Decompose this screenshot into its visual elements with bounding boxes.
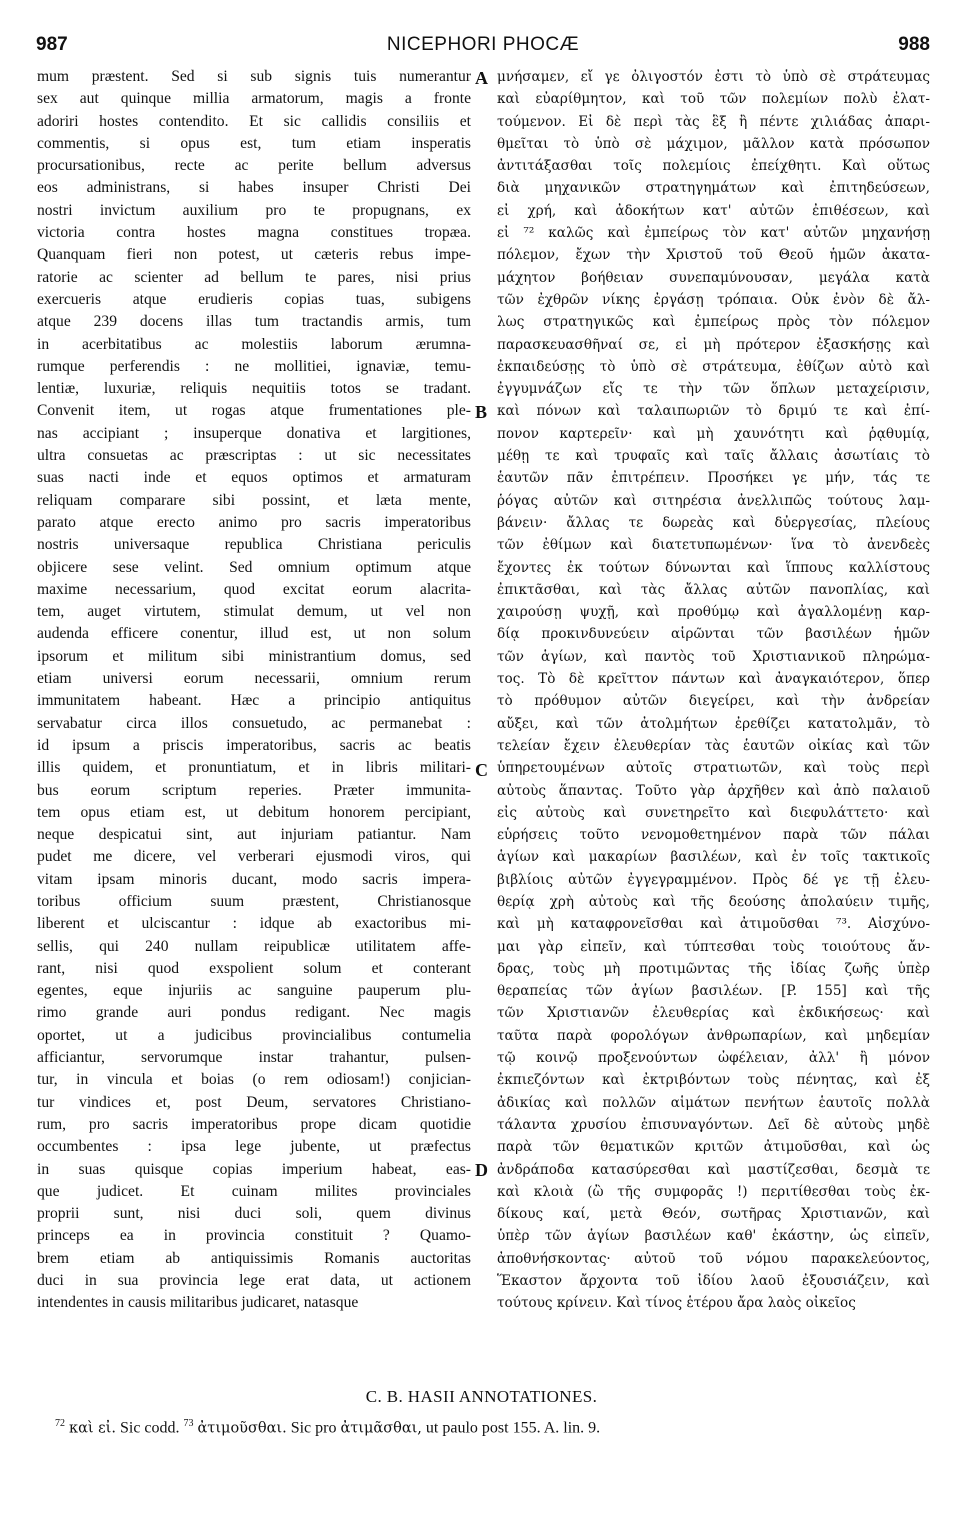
latin-text-line: procursationibus, recte ac perite bellum adversus bbox=[37, 157, 471, 175]
greek-text-line: μέθῃ τε καὶ τρυφαῖς καὶ ταῖς ἄλλαις ἀσωτίαις τὸ bbox=[497, 448, 930, 465]
latin-text-line: que judicet. Et cuinam milites provinciales bbox=[37, 1182, 471, 1200]
latin-text-line: bus eorum scriptum reperies. Præter immunita- bbox=[37, 781, 471, 799]
latin-text-line: ratorie ac scienter ad bellum te pares, nisi prius bbox=[37, 268, 471, 286]
latin-text-line: duci in sua provincia lege erat data, ut actionem bbox=[37, 1272, 471, 1290]
greek-text-line: Ἕκαστον ἄρχοντα τοῦ ἰδίου λαοῦ ἐξουσιάζειν, καὶ bbox=[497, 1273, 930, 1290]
greek-text-line: ἐγγυμνάζων εἴς τε τὴν τῶν ὅπλων μεταχείρισιν, bbox=[497, 381, 930, 398]
latin-text-line: servabatur circa illos consuetudo, ac permanebat : bbox=[37, 714, 471, 732]
margin-marker-a: A bbox=[475, 68, 488, 88]
greek-text-line: ἀντιτάξασθαι τοῖς πολεμίοις ἐπείχθητι. Καὶ οὕτως bbox=[497, 158, 930, 175]
greek-text-line: θεραπείας τῶν ἁγίων βασιλέων. [P. 155] καὶ τῆς bbox=[497, 983, 930, 1000]
latin-text-line: illis quidem, et pronuntiatum, et in libris militari- bbox=[37, 759, 471, 777]
latin-text-line: rant, nisi quod exspolient solum et conterant bbox=[37, 959, 471, 977]
greek-text-line: θμεῖται τὸ ὑπὸ σὲ μάχιμον, μᾶλλον κατὰ πρόσωπον bbox=[497, 135, 930, 152]
latin-column bbox=[37, 66, 471, 1315]
latin-text-line: reliquam comparare sibi possint, et læta mente, bbox=[37, 491, 471, 509]
greek-text-line: ῥόγας αὐτῶν καὶ σιτηρέσια ἀνελλιπῶς τούτους λαμ- bbox=[497, 492, 930, 509]
latin-text-line: id ipsum a priscis imperatoribus, sacris ac beatis bbox=[37, 736, 471, 754]
greek-column bbox=[497, 66, 930, 1315]
annotation-notes bbox=[55, 1418, 935, 1437]
greek-text-line: χαιρούσῃ ψυχῇ, καὶ προθύμῳ καὶ ἀγαλλομένῃ καρ- bbox=[497, 604, 930, 621]
latin-text-line: egentes, eque injuriis ac sanguine pauperum plu- bbox=[37, 982, 471, 1000]
greek-text-line: εὑρήσεις τοῦτο νενομοθετημένον παρὰ τῶν πάλαι bbox=[497, 827, 930, 844]
greek-text-line: ἐκπιεζόντων καὶ ἐκτριβόντων τοὺς πένητας, καὶ ἐξ bbox=[497, 1072, 930, 1089]
note-73-text-1: Sic pro bbox=[290, 1419, 337, 1437]
latin-text-line: adoriri hostes contendito. Et sic callidis consiliis et bbox=[37, 112, 471, 130]
latin-text-line: lentiæ, luxuriæ, reliquis nequitiis totos se tradant. bbox=[37, 380, 471, 398]
latin-text-line: Quanquam fieri non potest, ut cæteris rebus impe- bbox=[37, 246, 471, 264]
greek-text-line: πονον καρτερεῖν· καὶ μὴ χαυνότητι καὶ ῥᾳθυμίᾳ, bbox=[497, 425, 930, 442]
latin-text-line: neque despicatui sint, aut injuriam patiantur. Nam bbox=[37, 826, 471, 844]
latin-text-line: vitam ipsam minoris ducant, modo sacris impera- bbox=[37, 870, 471, 888]
latin-text-line: rumque perferendis : ne mollitiei, ignaviæ, temu- bbox=[37, 357, 471, 375]
greek-text-line: τούμενον. Εἰ δὲ περὶ τὰς ἓξ ἢ πέντε χιλιάδας ἀπαρι- bbox=[497, 113, 930, 130]
latin-text-line: etiam universi eorum necessarii, omnium rerum bbox=[37, 670, 471, 688]
greek-text-line: ἐπικτᾶσθαι, καὶ τὰς ἄλλας αὐτῶν πανοπλίας, καὶ bbox=[497, 581, 930, 598]
latin-text-line: eos administrans, si habes insuper Christi Dei bbox=[37, 179, 471, 197]
greek-text-line: μάχητον βοήθειαν συνεπαμύνουσαν, μεγάλα κατὰ bbox=[497, 269, 930, 286]
annotations-title: C. B. HASII ANNOTATIONES. bbox=[365, 1387, 598, 1406]
greek-text-line: διὰ μηχανικῶν στρατηγημάτων καὶ ἐπιτηδεύσεων, bbox=[497, 180, 930, 197]
latin-text-line: occumbentes : ipsa lege jubente, ut præfectus bbox=[37, 1138, 471, 1156]
latin-text-line: ipsorum et militum sibi ministrantium domus, sed bbox=[37, 647, 471, 665]
page-number-left: 987 bbox=[36, 34, 68, 55]
greek-text-line: τῶν ἐθίμων καὶ διατετυπωμένων· ἵνα τὸ ἀνενδεὲς bbox=[497, 537, 930, 554]
greek-text-line: ἑαυτῶν πᾶν ἐπιτρέπειν. Προσήκει γε μήν, τάς τε bbox=[497, 470, 930, 487]
greek-text-line: καὶ εὐαρίθμητον, καὶ τοῦ τῶν πολεμίων πολὺ ἐλατ- bbox=[497, 91, 930, 108]
greek-text-line: αὔξει, καὶ τῶν ἀτολμήτων ἐρεθίζει κατατολμᾶν, τὸ bbox=[497, 715, 930, 732]
greek-text-line: ὑπὲρ τῶν ἁγίων βασιλέων καθ' ἑκάστην, ὡς εἰπεῖν, bbox=[497, 1228, 930, 1245]
latin-text-line: immunitatem habeant. Hæc a principio antiquitus bbox=[37, 692, 471, 710]
latin-text-line: maxime necessarium, quod excitat eorum alacrita- bbox=[37, 580, 471, 598]
latin-text-line: nostris universaque republica Christiana periculis bbox=[37, 536, 471, 554]
note-72-greek: καὶ εἰ. bbox=[69, 1420, 116, 1437]
greek-text-line: βιβλίοις αὐτῶν ἐγγεγραμμένον. Πρὸς δέ γε τῇ ἐλευ- bbox=[497, 871, 930, 888]
greek-text-line: ἀνδράποδα κατασύρεσθαι καὶ μαστίζεσθαι, δεσμὰ τε bbox=[497, 1161, 930, 1178]
note-73-text-2: ut paulo post 155. A. lin. 9. bbox=[425, 1419, 601, 1437]
greek-text-line: μνήσαμεν, εἴ γε ὀλιγοστόν ἐστι τὸ ὑπὸ σὲ στράτευμας bbox=[497, 69, 930, 85]
latin-text-line: intendentes in causis militaribus judicaret, natasque bbox=[37, 1294, 359, 1312]
page-number-right: 988 bbox=[898, 34, 930, 55]
greek-text-line: τῶν ἁγίων, καὶ παντὸς τοῦ Χριστιανικοῦ πληρώμα- bbox=[497, 648, 930, 665]
latin-text-line: atque 239 docens illas tum tractandis armis, tum bbox=[37, 313, 471, 331]
latin-text-line: parato atque erecto animo pro sacris imperatoribus bbox=[37, 513, 471, 531]
latin-text-line: rum, pro sacris imperatoribus prope dicam quotidie bbox=[37, 1115, 471, 1133]
note-73-number: 73 bbox=[183, 1418, 194, 1429]
latin-text-line: princeps ea in provincia constituit ? Quamo- bbox=[37, 1227, 471, 1245]
greek-text-line: εἰ ⁷² καλῶς καὶ ἐμπείρως τὸν κατ' αὐτῶν μηχανήσῃ bbox=[497, 225, 930, 242]
latin-text-line: oportet, ut a judicibus provincialibus contumelia bbox=[37, 1026, 471, 1044]
greek-text-line: ἀδικίας καὶ πολλῶν αἱμάτων πενήτων ἑαυτοῖς πολλὰ bbox=[497, 1094, 930, 1111]
greek-text-line: ἐκπαιδεύσῃς τὸ ὑπὸ σὲ στράτευμα, ἐθίζων αὐτὸ καὶ bbox=[497, 358, 930, 375]
latin-text-line: tem opus etiam est, ut debitum honorem percipiant, bbox=[37, 803, 471, 821]
greek-text-line: καὶ μὴ καταφρονεῖσθαι καὶ ἀτιμοῦσθαι ⁷³. Αἰσχύνο- bbox=[497, 916, 930, 933]
latin-text-line: nostri invictum auxilium pro te propugnans, ex bbox=[37, 201, 471, 219]
latin-text-line: toribus officium suum præstent, Christianosque bbox=[37, 892, 471, 910]
greek-text-line: δίᾳ προκινδυνεύειν αἱρῶνται τῶν βασιλέων ἡμῶν bbox=[497, 626, 930, 643]
greek-text-line: θερίᾳ χρὴ αὐτοὺς καὶ τῆς δεούσης ἀπολαύειν τιμῆς, bbox=[497, 893, 930, 910]
latin-text-line: ultra consuetas ac præscriptas : ut sic necessitates bbox=[37, 447, 471, 465]
greek-text-line: τῶν Χριστιανῶν ἐλευθερίας καὶ ἐκδικήσεως· καὶ bbox=[497, 1005, 930, 1022]
latin-text-line: audenda efficere conentur, illud est, ut non solum bbox=[37, 625, 471, 643]
greek-text-line: τούτους κρίνειν. Καὶ τίνος ἑτέρου ἄρα λαὸς οἰκεῖος bbox=[497, 1295, 856, 1312]
latin-text-line: in suas quisque copias imperium habeat, eas- bbox=[37, 1160, 471, 1178]
greek-text-line: καὶ πόνων καὶ ταλαιπωριῶν τὸ δριμύ τε καὶ ἐπί- bbox=[497, 403, 930, 420]
greek-text-line: εἰς αὐτοὺς καὶ συνετηρεῖτο καὶ διεφυλάττετο· καὶ bbox=[497, 804, 930, 821]
greek-text-line: ὑπηρετουμένων αὐτοῖς στρατιωτῶν, καὶ τοὺς περὶ bbox=[497, 760, 930, 777]
latin-text-line: suas nacti inde et equos optimos et armaturam bbox=[37, 469, 471, 487]
margin-marker-b: B bbox=[475, 402, 488, 422]
greek-text-line: ἁγίων καὶ μακαρίων βασιλέων, καὶ ἐν τοῖς τακτικοῖς bbox=[497, 849, 930, 866]
greek-text-line: δρας, τοὺς μὴ προτιμῶντας τῆς ἰδίας ζωῆς ὑπὲρ bbox=[497, 960, 930, 977]
running-title: NICEPHORI PHOCÆ bbox=[386, 34, 580, 55]
greek-text-line: τελείαν ἔχειν ἐλευθερίαν τὰς ἑαυτῶν οἰκίας καὶ τῶν bbox=[497, 737, 930, 754]
greek-text-line: ἀποθνήσκοντας· αὐτοῦ τοῦ νόμου παρακελεύοντος, bbox=[497, 1250, 930, 1267]
note-72-text: Sic codd. bbox=[119, 1419, 180, 1437]
greek-text-line: ταῦτα παρὰ φορολόγων ἀνθρωπαρίων, καὶ μηδεμίαν bbox=[497, 1027, 930, 1044]
latin-text-line: commentis, si opus est, tum etiam insperatis bbox=[37, 134, 471, 152]
greek-text-line: τος. Τὸ δὲ κρεῖττον πάντων καὶ ἀναγκαιότερον, ὅπερ bbox=[497, 671, 930, 688]
greek-text-line: πόλεμον, ἔχων τὴν Χριστοῦ τοῦ Θεοῦ ἡμῶν ἀκατα- bbox=[497, 247, 930, 264]
latin-text-line: Convenit item, ut rogas atque frumentationes ple- bbox=[37, 402, 471, 420]
greek-text-line: τάλαντα χρυσίου ἐπισυναγόντων. Δεῖ δὲ αὐτοὺς μηδὲ bbox=[497, 1116, 930, 1133]
latin-text-line: liberent et ulciscantur : idque ab exactoribus mi- bbox=[37, 915, 471, 933]
greek-text-line: βάνειν· ἄλλας τε δωρεὰς καὶ δὐεργεσίας, πλείους bbox=[497, 514, 930, 531]
greek-text-line: παρασκευασθῆναί σε, εἰ μὴ πρότερον ἐξασκήσῃς καὶ bbox=[497, 336, 930, 353]
greek-text-line: τῶν ἐχθρῶν νίκης ἐργάσῃ τρόπαια. Οὐκ ἐνὸν δὲ ἄλ- bbox=[497, 291, 930, 308]
margin-marker-d: D bbox=[475, 1160, 488, 1180]
latin-text-line: objicere sese velint. Sed omnium optimum atque bbox=[37, 558, 471, 576]
latin-text-line: afficiantur, servorumque instar trahantur, pulsen- bbox=[37, 1049, 471, 1067]
greek-text-line: αὐτοὺς ἅπαντας. Τοῦτο γὰρ ἀρχῆθεν καὶ ἀπὸ παλαιοῦ bbox=[497, 782, 930, 799]
latin-text-line: tur, in vincula et boias (o rem odiosam!) conjician- bbox=[37, 1071, 471, 1089]
greek-text-line: τὸ πρόθυμον αὐτῶν διεγείρει, καὶ τὴν ἀνδρείαν bbox=[497, 693, 930, 710]
latin-text-line: sex aut quinque millia armatorum, magis a fronte bbox=[37, 90, 471, 108]
greek-text-line: τῷ κοινῷ προξενούντων ὠφέλειαν, ἀλλ' ἢ μόνον bbox=[497, 1050, 930, 1067]
latin-text-line: pudet me dicere, vel verberari ejusmodi viros, qui bbox=[37, 848, 471, 866]
greek-text-line: καὶ κλοιὰ (ὢ τῆς συμφορᾶς !) περιτίθεσθαι τοὺς ἐκ- bbox=[497, 1183, 930, 1200]
latin-text-line: sellis, qui 240 nullam reipublicæ utilitatem affe- bbox=[37, 937, 471, 955]
greek-text-line: ἔχοντες ἐκ τούτων δύνωνται καὶ ἵππους καλλίστους bbox=[497, 559, 930, 576]
latin-text-line: proprii sunt, nisi duci soli, quem divinus bbox=[37, 1205, 471, 1223]
latin-text-line: tur vindices et, post Deum, servatores Christiano- bbox=[37, 1093, 471, 1111]
latin-text-line: nas accipiant ; insuperque donativa et largitiones, bbox=[37, 424, 471, 442]
note-73-greek-2: ἀτιμᾶσθαι, bbox=[340, 1420, 422, 1437]
latin-text-line: tem, auget virtutem, stimulat demum, ut vel non bbox=[37, 603, 471, 621]
greek-text-line: λως στρατηγικῶς καὶ ἐμπείρως πρὸς τὸν πόλεμον bbox=[497, 314, 930, 331]
greek-text-line: εἰ χρή, καὶ ἀδοκήτων κατ' αὐτῶν ἐπιθέσεων, καὶ bbox=[497, 202, 930, 219]
greek-text-line: παρὰ τῶν θεματικῶν κριτῶν ἀτιμοῦσθαι, καὶ ὡς bbox=[497, 1139, 930, 1156]
note-73-greek-1: ἀτιμοῦσθαι. bbox=[197, 1420, 287, 1437]
latin-text-line: brem etiam ab antiquissimis Romanis auctoritas bbox=[37, 1249, 471, 1267]
latin-text-line: in acerbitatibus ac molestiis laborum ærumna- bbox=[37, 335, 471, 353]
latin-text-line: exercueris atque erudieris copias tuas, subigens bbox=[37, 290, 471, 308]
latin-text-line: mum præstent. Sed si sub signis tuis numerantur bbox=[37, 68, 471, 85]
greek-text-line: μαι γὰρ εἰπεῖν, καὶ τύπτεσθαι τοὺς τοιούτους ἄν- bbox=[497, 938, 930, 955]
greek-text-line: δίκους καί, μετὰ Θεόν, σωτῆρας Χριστιανῶν, καὶ bbox=[497, 1206, 930, 1223]
latin-text-line: rimo grande auri pondus redigant. Nec magis bbox=[37, 1004, 471, 1022]
margin-marker-c: C bbox=[475, 760, 488, 780]
page-header bbox=[36, 34, 930, 60]
note-72-number: 72 bbox=[55, 1418, 65, 1429]
latin-text-line: victoria contra hostes magna constitues tropæa. bbox=[37, 224, 471, 242]
